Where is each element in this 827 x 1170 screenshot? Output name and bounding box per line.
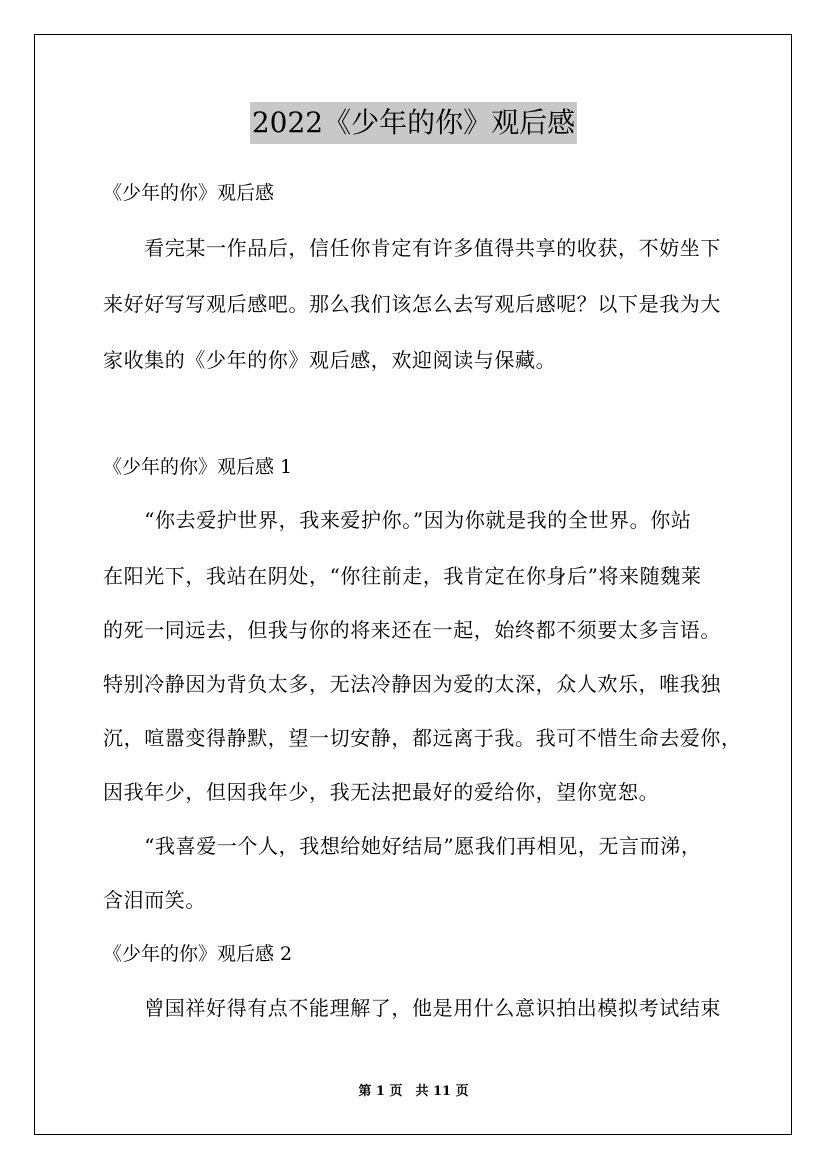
section1-para1-line-6: 因我年少，但因我年少，我无法把最好的爱给你，望你宽恕。 xyxy=(103,780,660,804)
section1-para1-line-1: “你去爱护世界，我来爱护你。”因为你就是我的全世界。你站 xyxy=(103,508,692,532)
section1-para2-line-1: “我喜爱一个人，我想给她好结局”愿我们再相见，无言而涕， xyxy=(103,834,702,858)
section1-para1-line-4: 特别冷静因为背负太多，无法冷静因为爱的太深，众人欢乐，唯我独 xyxy=(103,672,721,696)
section1-heading: 《少年的你》观后感 1 xyxy=(103,456,293,478)
section1-para1-line-3: 的死一同远去，但我与你的将来还在一起，始终都不须要太多言语。 xyxy=(103,618,721,642)
section2-para1-line-1: 曾国祥好得有点不能理解了，他是用什么意识拍出模拟考试结束 xyxy=(103,996,721,1020)
intro-line-2: 来好好写写观后感吧。那么我们该怎么去写观后感呢？以下是我为大 xyxy=(103,292,721,316)
intro-line-1: 看完某一作品后，信任你肯定有许多值得共享的收获，不妨坐下 xyxy=(103,236,721,260)
section1-para1-line-2: 在阳光下，我站在阴处，“你往前走，我肯定在你身后”将来随魏莱 xyxy=(103,564,702,588)
document-title: 2022《少年的你》观后感 xyxy=(250,102,577,144)
intro-heading: 《少年的你》观后感 xyxy=(103,182,275,204)
section1-para1-line-5: 沉，喧嚣变得静默，望一切安静，都远离于我。我可不惜生命去爱你， xyxy=(103,726,742,750)
section2-heading: 《少年的你》观后感 2 xyxy=(103,943,293,965)
intro-line-3: 家收集的《少年的你》观后感，欢迎阅读与保藏。 xyxy=(103,348,557,372)
title-wrapper xyxy=(0,102,827,144)
section1-para2-line-2: 含泪而笑。 xyxy=(103,888,206,912)
page-footer: 第 1 页 共 11 页 xyxy=(358,1084,469,1099)
